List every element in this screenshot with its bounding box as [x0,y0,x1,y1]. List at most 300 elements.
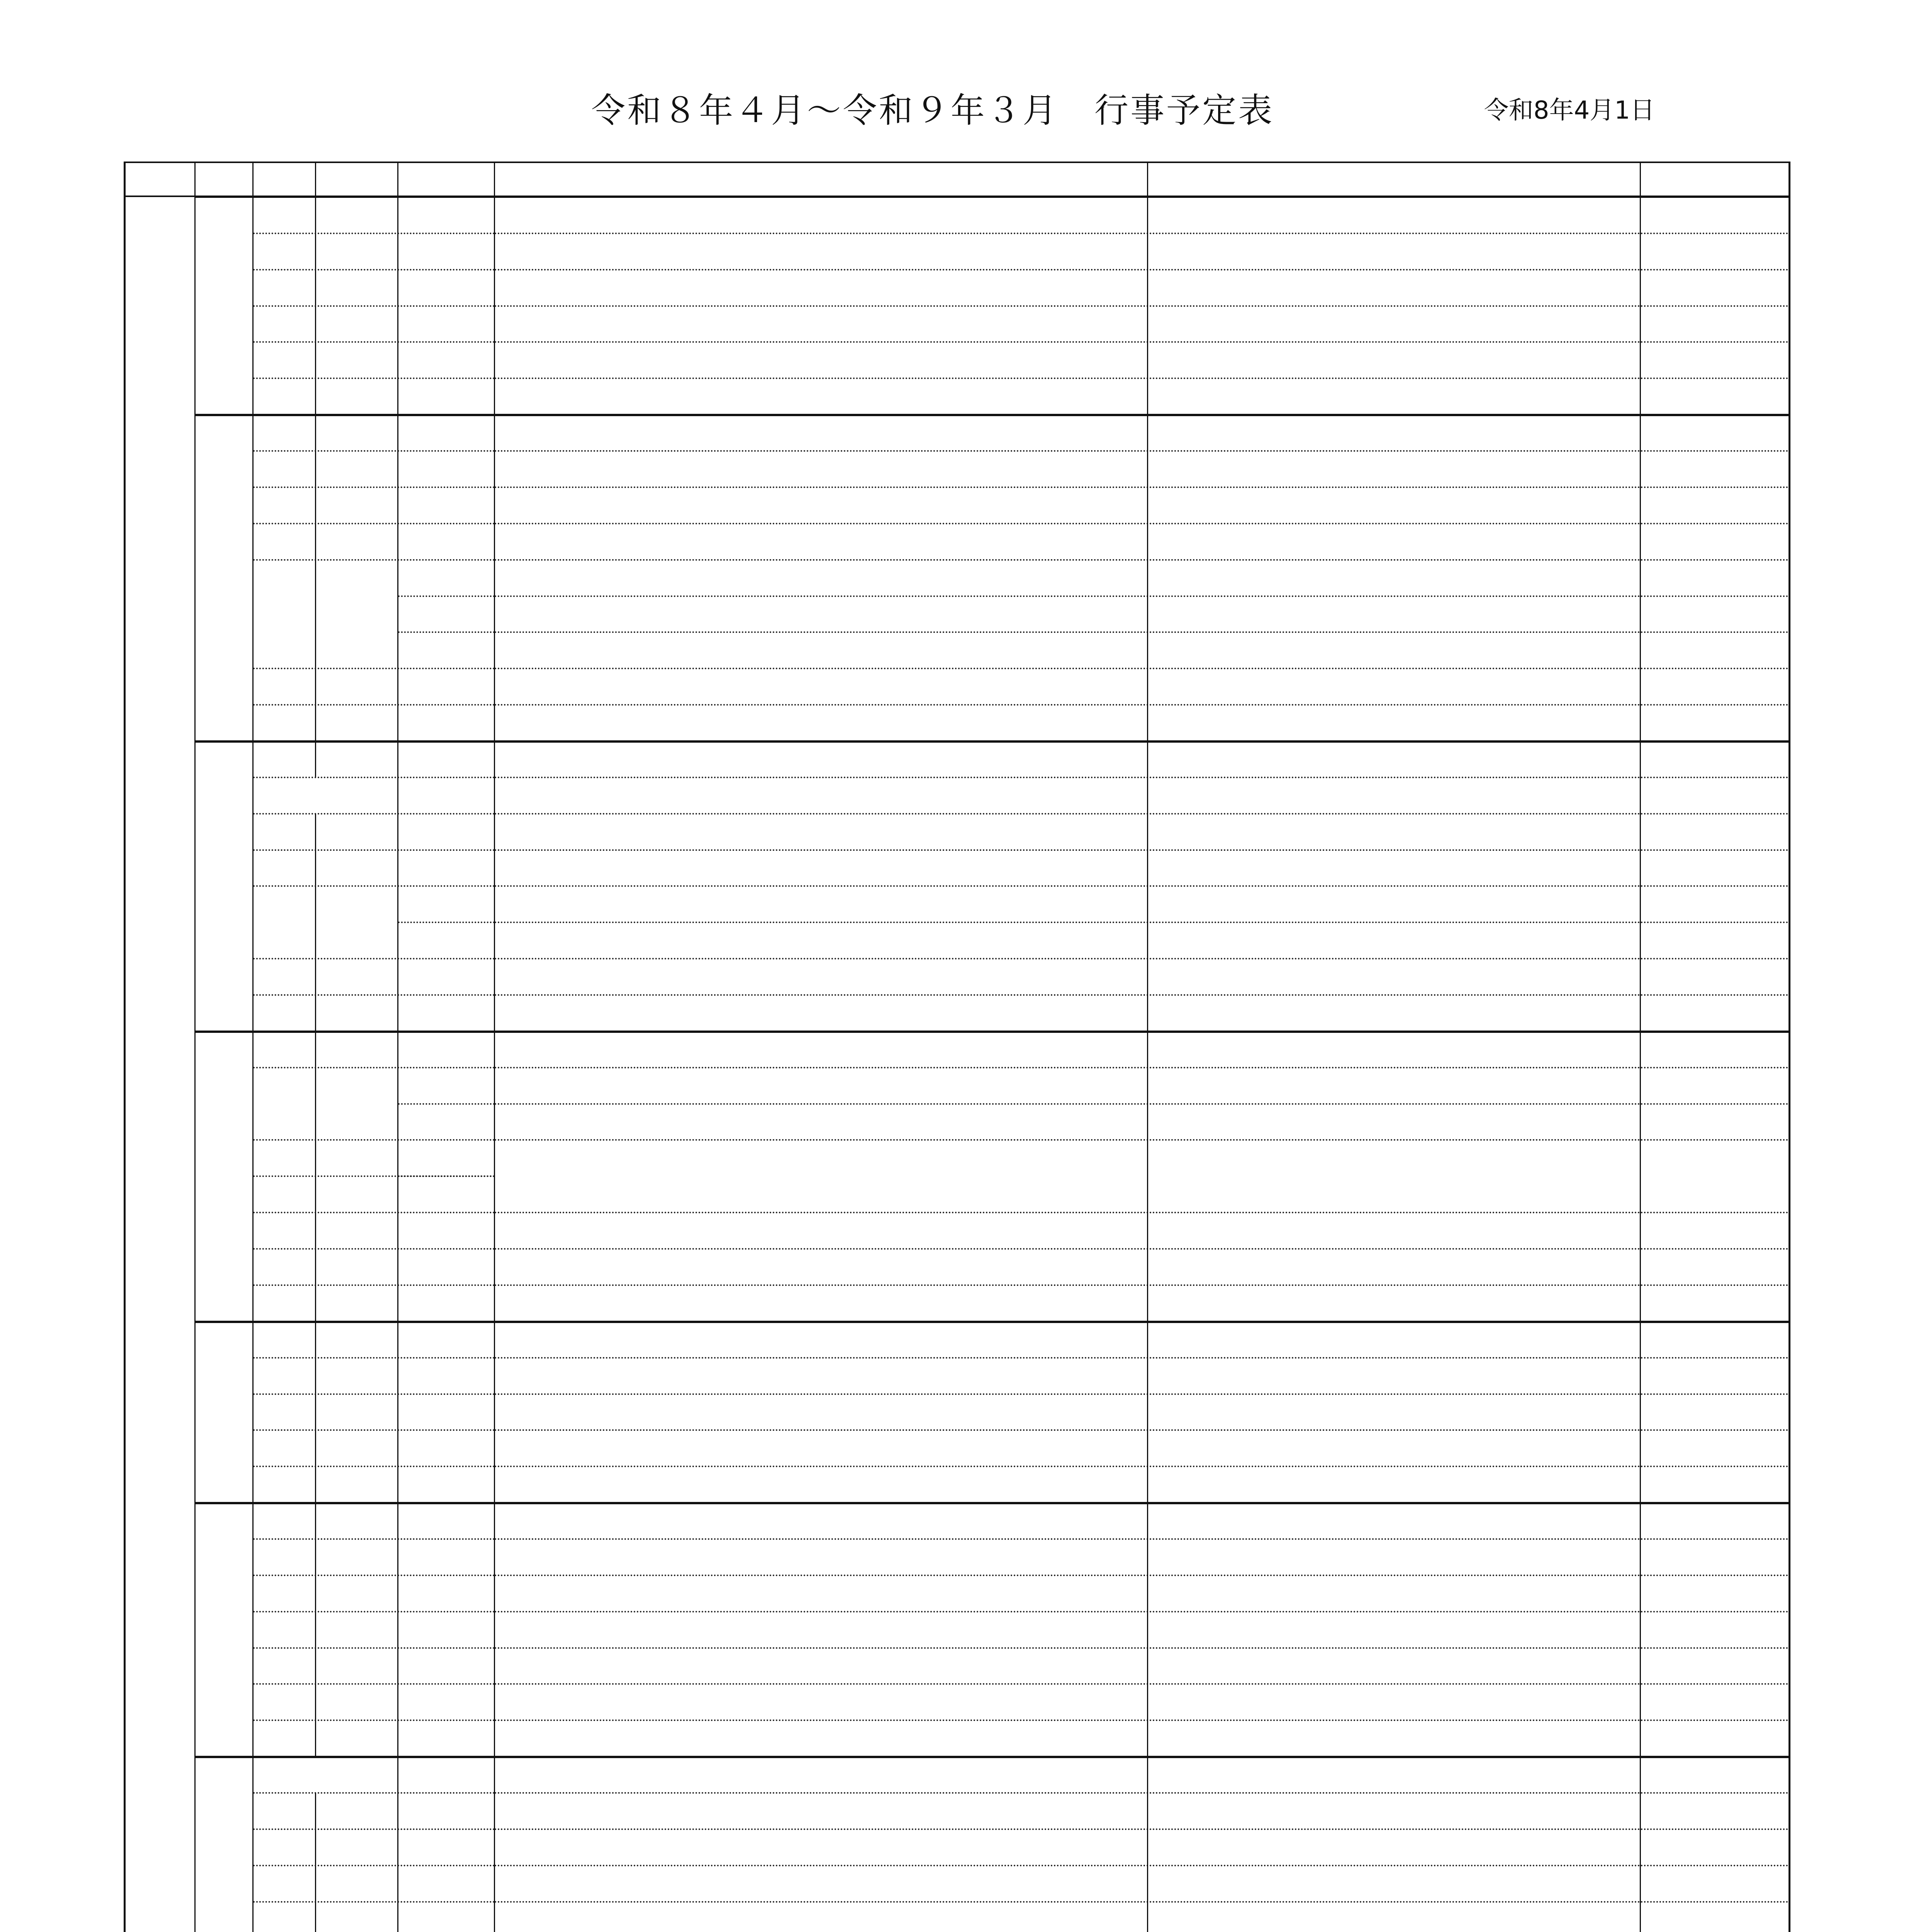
department-cell [1648,1068,1788,1104]
grid-line [315,1829,316,1866]
time-cell [398,1031,495,1068]
time-cell [398,1684,495,1720]
room-cell [1395,1757,1639,1793]
room-cell [1395,1104,1639,1140]
room-cell [1395,1068,1639,1104]
weekday-cell [315,560,398,669]
day-cell [253,270,315,306]
event-cell [502,1612,1146,1648]
room-cell [1395,1358,1639,1394]
time-cell [398,632,495,668]
room-cell [1395,415,1639,451]
venue-cell [1156,1539,1386,1575]
venue-cell [1156,1321,1386,1358]
time-cell [398,705,495,741]
room-cell [1395,1612,1639,1648]
room-cell [1395,741,1639,777]
grid-line [315,1902,316,1932]
column-line [1789,162,1790,1932]
day-cell [253,668,315,705]
day-cell [253,415,315,451]
time-cell [398,886,495,922]
event-cell [502,1358,1146,1394]
weekday-cell [315,451,398,487]
room-cell [1395,1648,1639,1684]
day-cell [253,1684,315,1720]
column-line [194,162,196,1932]
event-cell [502,415,1146,451]
event-cell [502,959,1146,995]
room-cell [1395,524,1639,560]
venue-cell [1156,1503,1386,1539]
event-cell [502,1720,1146,1757]
room-cell [1395,1466,1639,1503]
year-cell [124,197,195,1932]
room-cell [1395,1866,1639,1902]
department-cell [1648,378,1788,415]
day-cell [253,1575,315,1612]
department-cell [1648,1140,1788,1213]
event-cell [502,1648,1146,1684]
time-cell [398,777,495,814]
department-cell [1648,1539,1788,1575]
weekday-cell [315,1394,398,1430]
header-bottom-border [124,196,1789,197]
department-cell [1648,1612,1788,1648]
page-title: 令和８年４月～令和９年３月 行事予定表 [591,90,1275,130]
grid-line [315,1866,316,1902]
time-cell [398,814,495,850]
time-cell [398,451,495,487]
time-cell [398,524,495,560]
time-cell [398,1358,495,1394]
event-cell [502,995,1146,1031]
weekday-cell [315,1902,398,1932]
department-cell [1648,1757,1788,1793]
venue-cell [1156,1866,1386,1902]
weekday-cell [315,1249,398,1285]
day-cell [253,1394,315,1430]
weekday-cell [315,705,398,741]
event-cell [502,306,1146,342]
time-cell [398,233,495,270]
grid-line [315,1249,316,1285]
event-cell [502,741,1146,777]
grid-line [315,1068,316,1140]
day-cell [253,1539,315,1575]
room-cell [1395,814,1639,850]
month-cell [195,1503,253,1757]
column-line [397,162,398,1932]
event-cell [502,1757,1146,1793]
weekday-cell [315,1684,398,1720]
grid-line [315,560,316,669]
venue-cell [1156,922,1386,959]
weekday-cell [315,1358,398,1394]
day-cell [253,1612,315,1648]
venue-cell [1156,959,1386,995]
venue-cell [1156,1140,1386,1213]
department-cell [1648,1104,1788,1140]
room-cell [1395,560,1639,596]
event-cell [502,850,1146,886]
column-header [398,162,495,197]
grid-line [315,1720,316,1757]
grid-line [315,1176,316,1213]
column-line [124,162,126,1932]
weekday-cell [315,1866,398,1902]
department-cell [1648,741,1788,777]
day-cell [253,524,315,560]
weekday-cell [315,1466,398,1503]
venue-cell [1156,1575,1386,1612]
column-line [494,162,495,1932]
column-header [253,162,315,197]
event-cell [502,1902,1146,1932]
weekday-cell [315,1213,398,1249]
weekday-cell [315,1430,398,1466]
day-cell [253,1430,315,1466]
time-cell [398,197,495,233]
venue-cell [1156,270,1386,306]
department-cell [1648,451,1788,487]
room-cell [1395,1503,1639,1539]
venue-cell [1156,741,1386,777]
day-cell [253,487,315,524]
weekday-cell [315,1285,398,1321]
time-cell [398,1394,495,1430]
weekday-cell [315,415,398,451]
column-line [252,162,254,1932]
weekday-cell [315,378,398,415]
time-cell [398,1321,495,1358]
weekday-cell [315,1575,398,1612]
column-line [1147,162,1148,1932]
department-cell [1648,1430,1788,1466]
room-cell [1395,306,1639,342]
room-cell [1395,1793,1639,1829]
grid-line [315,741,316,777]
room-cell [1395,1684,1639,1720]
venue-cell [1156,1249,1386,1285]
venue-cell [1156,777,1386,814]
time-cell [398,1902,495,1932]
weekday-cell [315,741,398,777]
event-cell [502,1866,1146,1902]
event-cell [502,1430,1146,1466]
time-cell [398,1757,495,1793]
day-cell [253,1140,315,1176]
room-cell [1395,922,1639,959]
weekday-cell [315,995,398,1031]
day-cell [253,1249,315,1285]
room-cell [1395,777,1639,814]
day-cell [253,850,315,886]
grid-line [315,1466,316,1503]
day-cell [253,306,315,342]
department-cell [1648,1321,1788,1358]
grid-line [315,233,316,270]
department-cell [1648,1684,1788,1720]
event-cell [502,1575,1146,1612]
department-cell [1648,922,1788,959]
room-cell [1395,850,1639,886]
weekday-cell [315,306,398,342]
column-header [195,162,253,197]
day-cell [253,1321,315,1358]
day-cell [253,197,315,233]
department-cell [1648,777,1788,814]
event-cell [502,197,1146,233]
room-cell [1395,1285,1639,1321]
venue-cell [1156,451,1386,487]
weekday-cell [315,1068,398,1140]
event-cell [502,1539,1146,1575]
event-cell [502,378,1146,415]
event-cell [502,596,1146,633]
grid-line [315,378,316,415]
day-cell [253,1358,315,1394]
grid-line [315,1140,316,1176]
time-cell [398,1720,495,1757]
issue-date: 令和8年4月1日 [1484,96,1655,125]
time-cell [398,1430,495,1466]
room-cell [1395,487,1639,524]
venue-cell [1156,886,1386,922]
grid-line [315,1793,316,1829]
column-line [315,162,316,197]
month-cell [195,1757,253,1932]
grid-line [315,959,316,995]
time-cell [398,959,495,995]
event-cell [502,1285,1146,1321]
room-cell [1395,1140,1639,1213]
room-cell [1395,1321,1639,1358]
weekday-cell [315,886,398,959]
venue-cell [1156,1793,1386,1829]
day-cell [253,342,315,378]
event-cell [502,814,1146,850]
department-cell [1648,1648,1788,1684]
day-cell [253,741,315,777]
department-cell [1648,415,1788,451]
time-cell [398,1213,495,1249]
weekday-cell [315,1503,398,1539]
day-cell [253,1866,315,1902]
department-cell [1648,1213,1788,1249]
grid-line [315,995,316,1031]
venue-cell [1156,342,1386,378]
event-cell [502,270,1146,306]
room-cell [1395,1575,1639,1612]
grid-line [315,1539,316,1575]
department-cell [1648,524,1788,560]
department-cell [1648,1575,1788,1612]
day-cell [253,705,315,741]
department-cell [1648,668,1788,705]
department-cell [1648,1503,1788,1539]
venue-cell [1156,1358,1386,1394]
grid-line [315,524,316,560]
weekday-cell [315,1612,398,1648]
venue-cell [1156,1430,1386,1466]
venue-cell [1156,1612,1386,1648]
department-cell [1648,342,1788,378]
grid-line [315,342,316,378]
department-cell [1648,1249,1788,1285]
department-cell [1648,1031,1788,1068]
department-cell [1648,560,1788,596]
weekday-cell [315,487,398,524]
department-cell [1648,306,1788,342]
day-cell [253,1068,315,1140]
room-cell [1395,1213,1639,1249]
grid-line [315,1430,316,1466]
grid-line [315,306,316,342]
column-header [495,162,1148,197]
time-cell [398,270,495,306]
grid-line [315,1321,316,1358]
column-header [315,162,398,197]
day-cell [253,1757,398,1793]
event-cell [502,1031,1146,1068]
event-cell [502,1503,1146,1539]
room-cell [1395,270,1639,306]
time-cell [398,1539,495,1575]
room-cell [1395,197,1639,233]
time-cell [398,1140,495,1176]
time-cell [398,922,495,959]
department-cell [1648,959,1788,995]
weekday-cell [315,233,398,270]
event-cell [502,1321,1146,1358]
column-header [124,162,195,197]
grid-line [315,705,316,741]
event-cell [502,668,1146,705]
event-cell [502,632,1146,668]
time-cell [398,1829,495,1866]
venue-cell [1156,1902,1386,1932]
day-cell [253,1829,315,1866]
venue-cell [1156,1648,1386,1684]
room-cell [1395,886,1639,922]
venue-cell [1156,1757,1386,1793]
grid-line [315,270,316,306]
department-cell [1648,596,1788,633]
room-cell [1395,632,1639,668]
time-cell [398,1575,495,1612]
event-cell [502,342,1146,378]
weekday-cell [315,197,398,233]
venue-cell [1156,197,1386,233]
time-cell [398,306,495,342]
time-cell [398,1249,495,1285]
month-cell [195,741,253,1031]
venue-cell [1156,378,1386,415]
day-cell [253,1503,315,1539]
weekday-cell [315,959,398,995]
department-cell [1648,197,1788,233]
event-cell [502,1213,1146,1249]
venue-cell [1156,705,1386,741]
time-cell [398,1648,495,1684]
department-cell [1648,1358,1788,1394]
day-cell [253,1176,315,1213]
event-cell [502,560,1146,596]
day-cell [253,1902,315,1932]
venue-cell [1156,632,1386,668]
day-cell [253,1793,315,1829]
grid-line [315,1684,316,1720]
grid-line [315,1503,316,1539]
grid-line [315,451,316,487]
month-cell [195,415,253,741]
grid-line [315,668,316,705]
room-cell [1395,1430,1639,1466]
grid-line [315,1575,316,1612]
weekday-cell [315,1176,398,1213]
day-cell [253,1648,315,1684]
grid-line [315,1394,316,1430]
day-cell [253,1031,315,1068]
event-cell [502,886,1146,922]
weekday-cell [315,342,398,378]
venue-cell [1156,524,1386,560]
weekday-cell [315,1793,398,1829]
venue-cell [1156,1394,1386,1430]
event-cell [502,1068,1146,1104]
department-cell [1648,850,1788,886]
venue-cell [1156,415,1386,451]
grid-line [315,1358,316,1394]
room-cell [1395,378,1639,415]
time-cell [398,1612,495,1648]
venue-cell [1156,1068,1386,1104]
day-cell [253,814,315,850]
grid-line [315,850,316,886]
department-cell [1648,1720,1788,1757]
grid-line [315,1648,316,1684]
venue-cell [1156,560,1386,596]
column-header [1148,162,1641,197]
room-cell [1395,1539,1639,1575]
day-cell [253,959,315,995]
day-cell [253,1213,315,1249]
weekday-cell [315,668,398,705]
time-cell [398,1176,495,1213]
event-cell [502,705,1146,741]
room-cell [1395,1394,1639,1430]
time-cell [398,1503,495,1539]
day-cell [253,560,315,669]
venue-cell [1156,1720,1386,1757]
department-cell [1648,814,1788,850]
weekday-cell [315,1720,398,1757]
event-cell [502,1793,1146,1829]
weekday-cell [315,270,398,306]
venue-cell [1156,850,1386,886]
grid-line [315,814,316,850]
month-cell [195,1031,253,1321]
time-cell [398,415,495,451]
event-cell [502,451,1146,487]
event-cell [502,1104,1146,1140]
time-cell [398,560,495,596]
grid-line [315,197,316,233]
event-cell [502,1394,1146,1430]
room-cell [1395,1249,1639,1285]
event-cell [502,1249,1146,1285]
